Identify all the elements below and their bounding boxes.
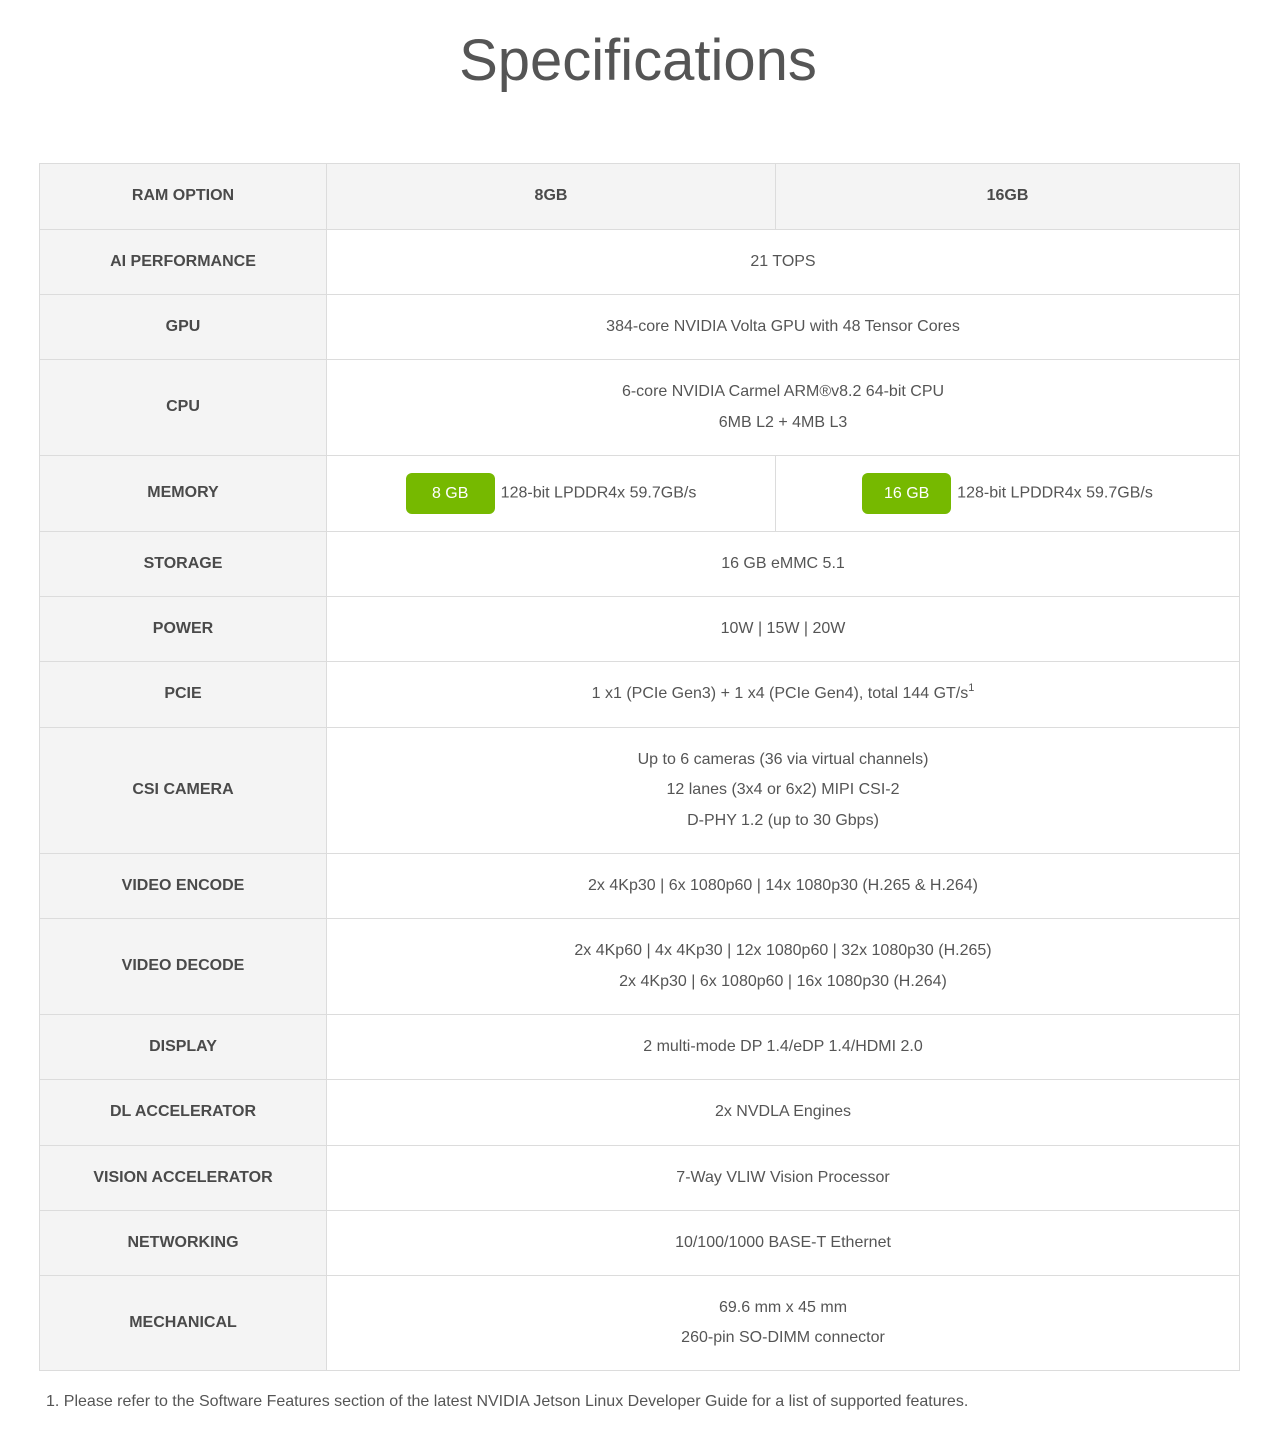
row-value	[327, 919, 1240, 1015]
row-label: CSI CAMERA	[40, 728, 327, 854]
row-label: MECHANICAL	[40, 1276, 327, 1371]
row-dl-accelerator	[40, 1080, 1240, 1146]
row-label: GPU	[40, 295, 327, 360]
row-pcie	[40, 662, 1240, 728]
header-8gb: 8GB	[327, 164, 776, 230]
pcie-value-text: 1 x1 (PCIe Gen3) + 1 x4 (PCIe Gen4), total 144 GT/s	[591, 685, 969, 703]
row-cpu	[40, 360, 1240, 456]
row-video-encode	[40, 854, 1240, 919]
row-value	[327, 662, 1240, 728]
row-mechanical	[40, 1276, 1240, 1371]
row-label: AI PERFORMANCE	[40, 230, 327, 295]
row-video-decode	[40, 919, 1240, 1015]
row-label: POWER	[40, 597, 327, 662]
row-label: MEMORY	[40, 456, 327, 532]
row-label: DISPLAY	[40, 1015, 327, 1080]
header-16gb: 16GB	[776, 164, 1240, 230]
row-value: 2x 4Kp30 | 6x 1080p60 | 14x 1080p30 (H.265 & H.264)	[327, 854, 1240, 919]
memory-16gb-cell	[776, 456, 1240, 532]
header-ram-option: RAM OPTION	[40, 164, 327, 230]
value-line: 2x 4Kp60 | 4x 4Kp30 | 12x 1080p60 | 32x 1080p30 (H.265)	[574, 942, 992, 959]
row-value: 21 TOPS	[327, 230, 1240, 295]
row-label: PCIE	[40, 662, 327, 728]
row-power	[40, 597, 1240, 662]
row-label: DL ACCELERATOR	[40, 1080, 327, 1146]
row-value: 384-core NVIDIA Volta GPU with 48 Tensor Cores	[327, 295, 1240, 360]
memory-badge-8gb: 8 GB	[406, 473, 495, 514]
row-display	[40, 1015, 1240, 1080]
footnote-marker: 1	[968, 682, 975, 695]
row-label: CPU	[40, 360, 327, 456]
row-csi-camera	[40, 728, 1240, 854]
value-line: 69.6 mm x 45 mm	[718, 1298, 848, 1316]
row-value	[327, 728, 1240, 854]
value-line: 6MB L2 + 4MB L3	[718, 413, 848, 431]
memory-8gb-cell	[327, 456, 776, 532]
table-header-row	[40, 164, 1240, 230]
memory-spec-16gb: 128-bit LPDDR4x 59.7GB/s	[957, 484, 1153, 502]
row-label: NETWORKING	[40, 1211, 327, 1276]
specifications-table	[39, 163, 1240, 1371]
value-line: 12 lanes (3x4 or 6x2) MIPI CSI-2	[666, 781, 900, 799]
footnote: 1. Please refer to the Software Features section of the latest NVIDIA Jetson Linux Developer Guide for a list of supported features.	[46, 1393, 969, 1410]
row-value	[327, 1276, 1240, 1371]
row-value: 10/100/1000 BASE-T Ethernet	[327, 1211, 1240, 1276]
row-label: VISION ACCELERATOR	[40, 1146, 327, 1211]
row-value: 2 multi-mode DP 1.4/eDP 1.4/HDMI 2.0	[327, 1015, 1240, 1080]
row-value: 10W | 15W | 20W	[327, 597, 1240, 662]
row-label: VIDEO ENCODE	[40, 854, 327, 919]
row-storage	[40, 532, 1240, 597]
row-value: 2x NVDLA Engines	[327, 1080, 1240, 1146]
row-ai-performance	[40, 230, 1240, 295]
row-value	[327, 360, 1240, 456]
row-memory	[40, 456, 1240, 532]
row-networking	[40, 1211, 1240, 1276]
value-line: 2x 4Kp30 | 6x 1080p60 | 16x 1080p30 (H.264)	[619, 972, 947, 990]
memory-spec-8gb: 128-bit LPDDR4x 59.7GB/s	[500, 484, 697, 502]
row-label: VIDEO DECODE	[40, 919, 327, 1015]
value-line: D-PHY 1.2 (up to 30 Gbps)	[687, 811, 879, 829]
row-value: 7-Way VLIW Vision Processor	[327, 1146, 1240, 1211]
value-line: 260-pin SO-DIMM connector	[681, 1329, 885, 1346]
memory-badge-16gb: 16 GB	[862, 473, 951, 514]
row-gpu	[40, 295, 1240, 360]
row-value: 16 GB eMMC 5.1	[327, 532, 1240, 597]
value-line: Up to 6 cameras (36 via virtual channels)	[637, 750, 929, 768]
value-line: 6-core NVIDIA Carmel ARM®v8.2 64-bit CPU	[621, 383, 945, 400]
row-vision-accelerator	[40, 1146, 1240, 1211]
page-title: Specifications	[459, 28, 817, 93]
row-label: STORAGE	[40, 532, 327, 597]
